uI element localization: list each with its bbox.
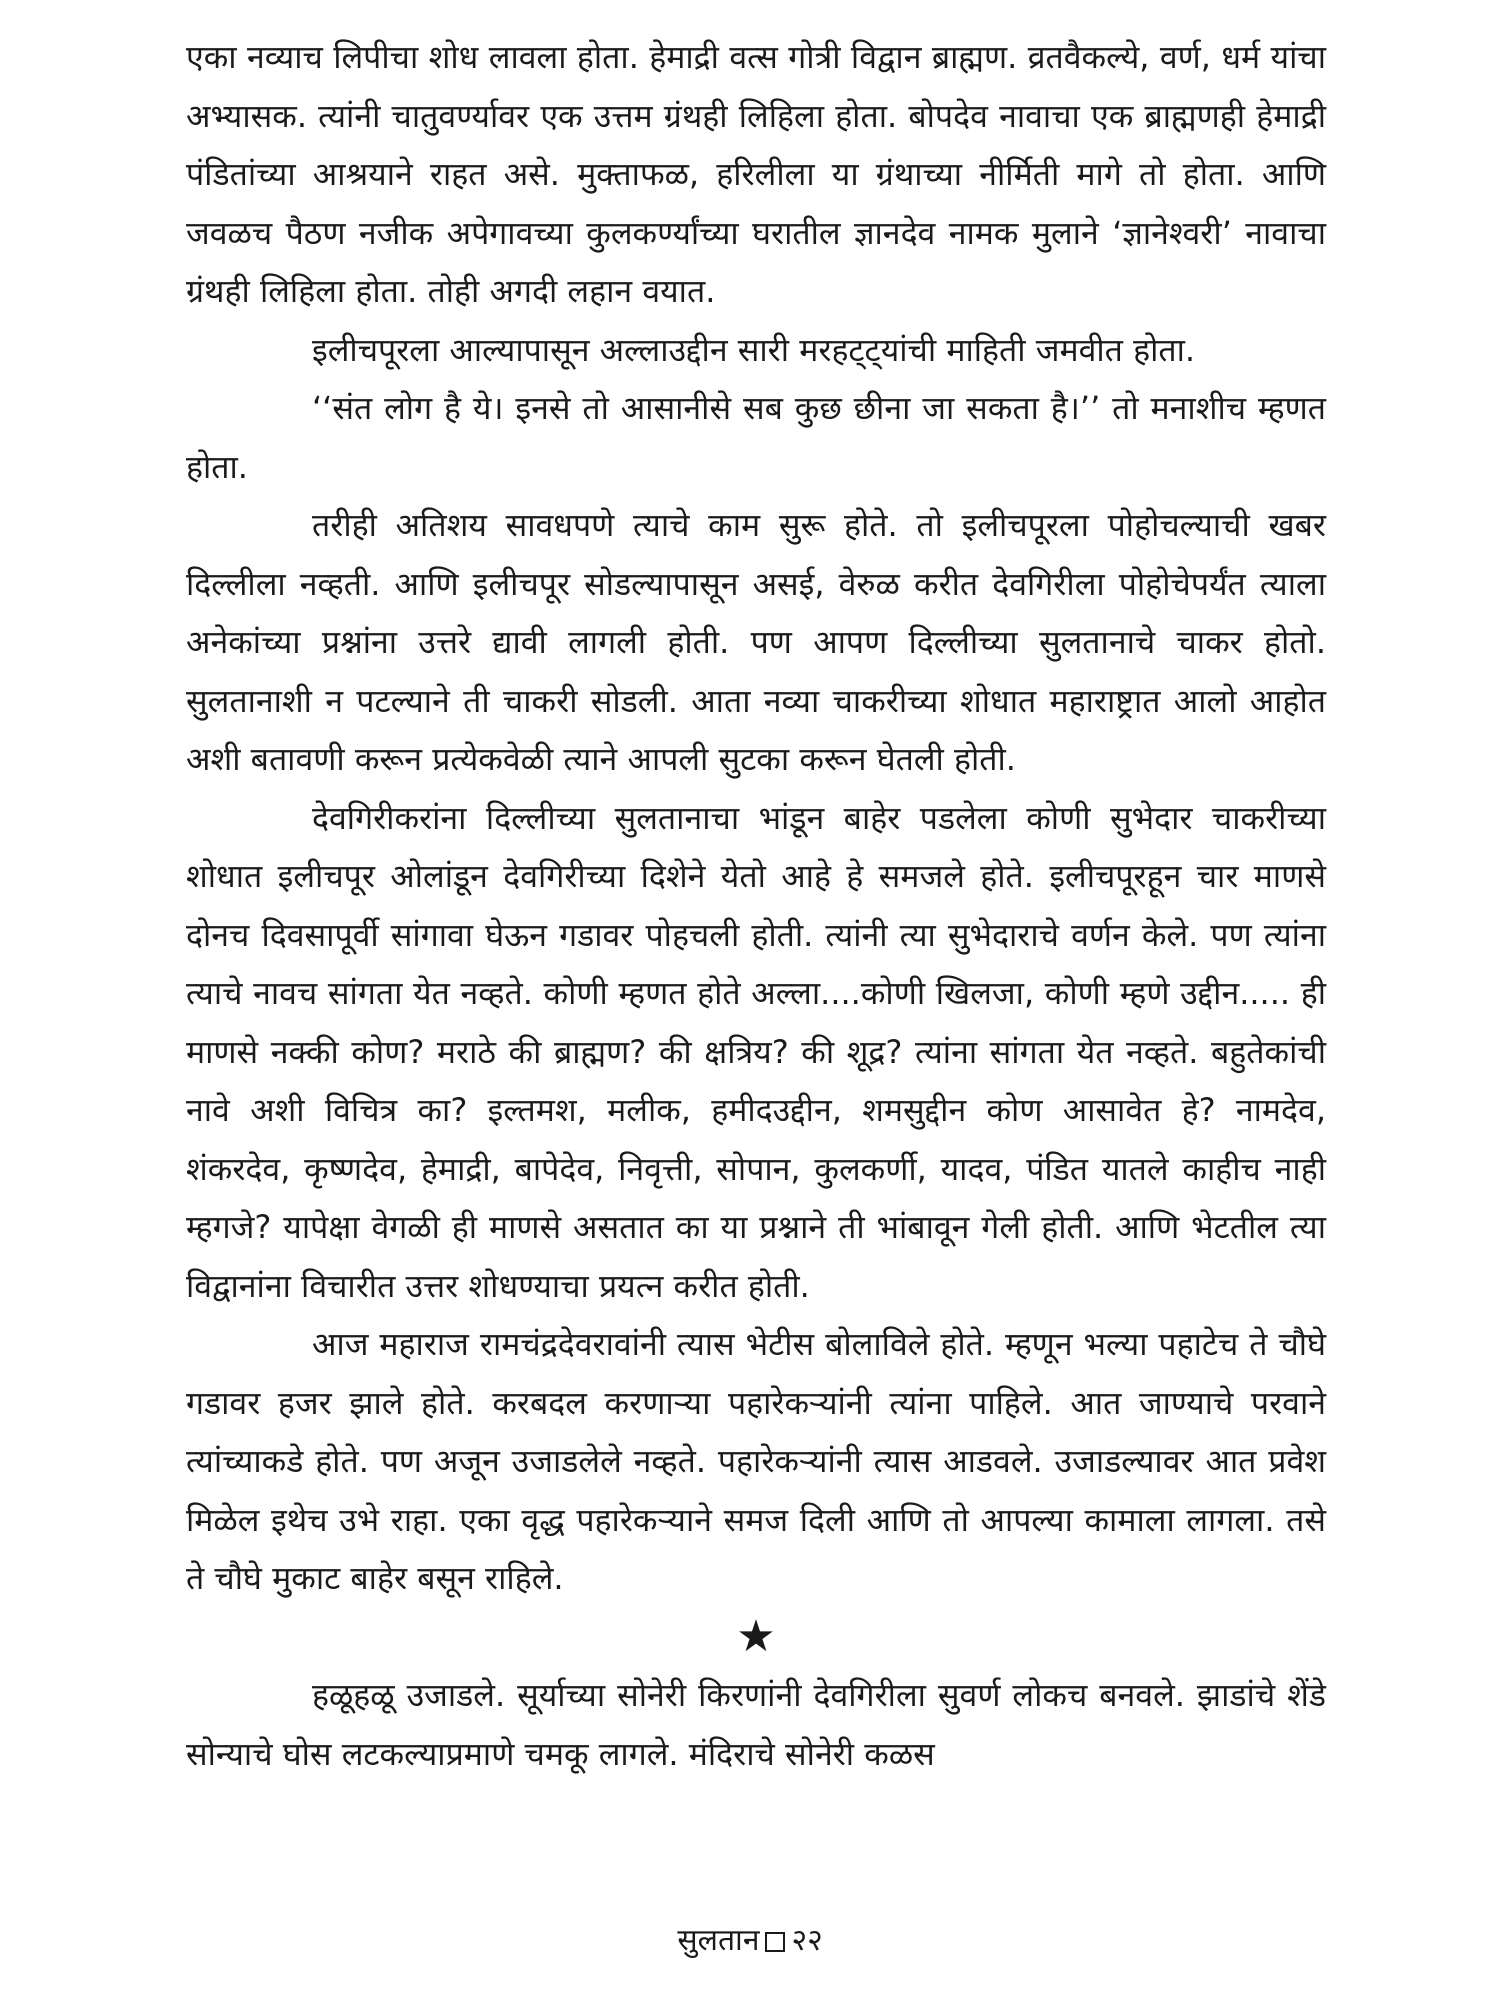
page-body: [186, 28, 1326, 1783]
paragraph: आज महाराज रामचंद्रदेवरावांनी त्यास भेटीस बोलाविले होते. म्हणून भल्या पहाटेच ते चौघे गडावर हजर झाले होते. करबदल करणाऱ्या पहारेकऱ्यांनी त्यांना पाहिले. आत जाण्याचे परवाने त्यांच्याकडे होते. पण अजून उजाडलेले नव्हते. पहारेकऱ्यांनी त्यास आडवले. उजाडल्यावर आत प्रवेश मिळेल इथेच उभे राहा. एका वृद्ध पहारेकऱ्याने समज दिली आणि तो आपल्या कामाला लागला. तसे ते चौघे मुकाट बाहेर बसून राहिले.: [186, 1325, 1326, 1597]
paragraph: हळूहळू उजाडले. सूर्याच्या सोनेरी किरणांनी देवगिरीला सुवर्ण लोकच बनवले. झाडांचे शेंडे सोन्याचे घोस लटकल्याप्रमाणे चमकू लागले. मंदिराचे सोनेरी कळस: [186, 1676, 1326, 1773]
square-separator-icon: [765, 1932, 785, 1952]
section-divider-star-icon: ★: [736, 1610, 776, 1662]
page-footer: [0, 1918, 1500, 1959]
paragraph: एका नव्याच लिपीचा शोध लावला होता. हेमाद्री वत्स गोत्री विद्वान ब्राह्मण. व्रतवैकल्ये, वर्ण, धर्म यांचा अभ्यासक. त्यांनी चातुवर्ण्यावर एक उत्तम ग्रंथही लिहिला होता. बोपदेव नावाचा एक ब्राह्मणही हेमाद्री पंडितांच्या आश्रयाने राहत असे. मुक्ताफळ, हरिलीला या ग्रंथाच्या नीर्मिती मागे तो होता. आणि जवळच पैठण नजीक अपेगावच्या कुलकर्ण्यांच्या घरातील ज्ञानदेव नामक मुलाने ‘ज्ञानेश्वरी’ नावाचा ग्रंथही लिहिला होता. तोही अगदी लहान वयात.: [186, 38, 1326, 310]
book-title: सुलतान: [677, 1923, 760, 1958]
paragraph: इलीचपूरला आल्यापासून अल्लाउद्दीन सारी मरहट्ट्यांची माहिती जमवीत होता.: [312, 330, 1196, 369]
paragraph: तरीही अतिशय सावधपणे त्याचे काम सुरू होते. तो इलीचपूरला पोहोचल्याची खबर दिल्लीला नव्हती. आणि इलीचपूर सोडल्यापासून असई, वेरुळ करीत देवगिरीला पोहोचेपर्यंत त्याला अनेकांच्या प्रश्नांना उत्तरे द्यावी लागली होती. पण आपण दिल्लीच्या सुलतानाचे चाकर होतो. सुलतानाशी न पटल्याने ती चाकरी सोडली. आता नव्या चाकरीच्या शोधात महाराष्ट्रात आलो आहोत अशी बतावणी करून प्रत्येकवेळी त्याने आपली सुटका करून घेतली होती.: [186, 506, 1326, 778]
paragraph: ‘‘संत लोग है ये। इनसे तो आसानीसे सब कुछ छीना जा सकता है।’’ तो मनाशीच म्हणत होता.: [186, 389, 1326, 486]
page-number: २२: [791, 1923, 823, 1958]
paragraph: देवगिरीकरांना दिल्लीच्या सुलतानाचा भांडून बाहेर पडलेला कोणी सुभेदार चाकरीच्या शोधात इलीचपूर ओलांडून देवगिरीच्या दिशेने येतो आहे हे समजले होते. इलीचपूरहून चार माणसे दोनच दिवसापूर्वी सांगावा घेऊन गडावर पोहचली होती. त्यांनी त्या सुभेदाराचे वर्णन केले. पण त्यांना त्याचे नावच सांगता येत नव्हते. कोणी म्हणत होते अल्ला....कोणी खिलजा, कोणी म्हणे उद्दीन..... ही माणसे नक्की कोण? मराठे की ब्राह्मण? की क्षत्रिय? की शूद्र? त्यांना सांगता येत नव्हते. बहुतेकांची नावे अशी विचित्र का? इल्तमश, मलीक, हमीदउद्दीन, शमसुद्दीन कोण आसावेत हे? नामदेव, शंकरदेव, कृष्णदेव, हेमाद्री, बापेदेव, निवृत्ती, सोपान, कुलकर्णी, यादव, पंडित यातले काहीच नाही म्हगजे? यापेक्षा वेगळी ही माणसे असतात का या प्रश्नाने ती भांबावून गेली होती. आणि भेटतील त्या विद्वानांना विचारीत उत्तर शोधण्याचा प्रयत्न करीत होती.: [186, 798, 1326, 1305]
